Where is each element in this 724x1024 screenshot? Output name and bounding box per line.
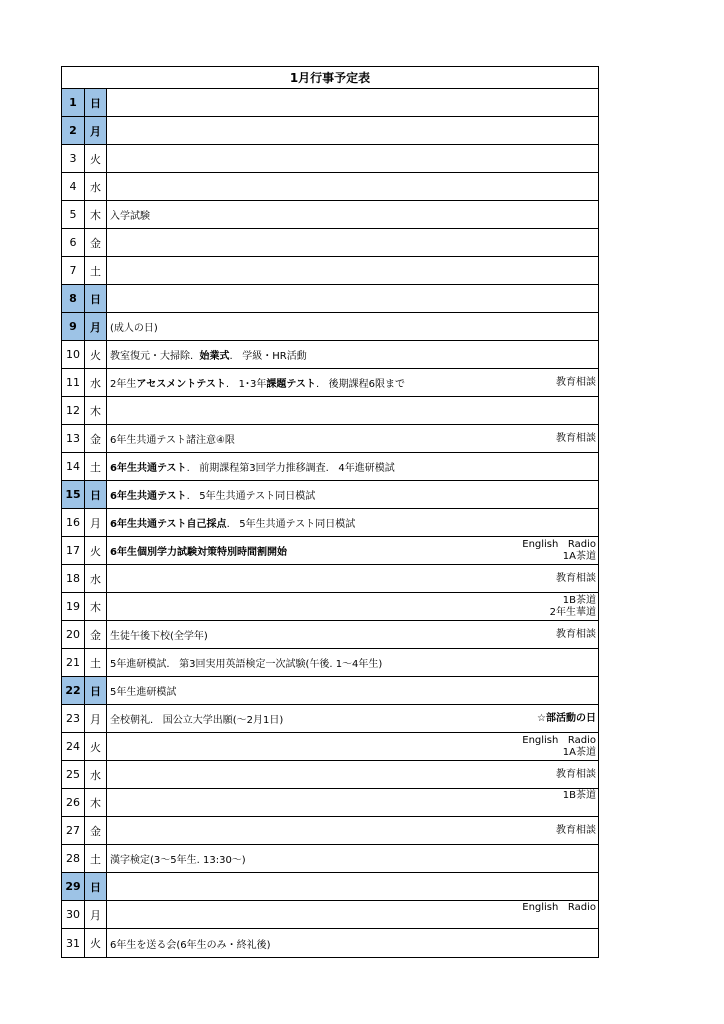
weekday-cell: 木 [85,593,107,620]
event-note-line: 教育相談 [556,432,596,444]
event-cell [107,453,598,480]
table-row [62,705,598,733]
event-cell [107,481,598,508]
weekday-cell: 土 [85,453,107,480]
weekday-cell: 木 [85,201,107,228]
day-number-cell: 4 [62,173,85,200]
event-note-line: 教育相談 [556,376,596,388]
event-cell [107,145,598,172]
event-text [110,621,208,648]
table-row [62,845,598,873]
event-note [550,593,596,620]
table-row [62,341,598,369]
table-row [62,565,598,593]
weekday-cell: 火 [85,537,107,564]
event-note [563,789,596,816]
day-number-cell: 15 [62,481,85,508]
event-text-segment: . 学級・HR活動 [229,351,307,362]
day-number-cell: 10 [62,341,85,368]
table-row [62,873,598,901]
weekday-cell: 土 [85,257,107,284]
table-row [62,257,598,285]
schedule-table [61,66,599,958]
weekday-cell: 日 [85,677,107,704]
day-number-cell: 27 [62,817,85,844]
event-note [556,817,596,844]
weekday-cell: 日 [85,285,107,312]
event-cell [107,509,598,536]
weekday-cell: 月 [85,117,107,144]
event-text-segment: 入学試験 [110,211,150,222]
event-text-segment: 6年生共通テスト諸注意④限 [110,435,235,446]
table-row [62,369,598,397]
weekday-cell: 月 [85,313,107,340]
event-text-segment: 2年生 [110,379,137,390]
event-text-segment: (成人の日) [110,323,158,334]
table-row [62,621,598,649]
event-text-segment: . 後期課程6限まで [315,379,406,390]
event-note-line: 1A茶道 [562,550,596,562]
event-text [110,537,287,564]
day-number-cell: 31 [62,929,85,957]
event-cell [107,397,598,424]
event-cell [107,565,598,592]
event-text-segment: 教室復元・大掃除. [110,351,200,362]
table-row [62,117,598,145]
event-cell [107,285,598,312]
weekday-cell: 木 [85,789,107,816]
event-text-segment: . 前期課程第3回学力推移調査. 4年進研模試 [186,463,395,474]
day-number-cell: 21 [62,649,85,676]
table-row [62,537,598,565]
weekday-cell: 月 [85,705,107,732]
event-text-segment: . 5年生共通テスト同日模試 [186,491,316,502]
event-text [110,369,405,396]
event-note-line: English Radio [522,538,596,550]
table-row [62,145,598,173]
event-text [110,705,283,732]
event-note-line: 教育相談 [556,824,596,836]
table-row [62,397,598,425]
day-number-cell: 1 [62,89,85,116]
day-number-cell: 6 [62,229,85,256]
table-row [62,593,598,621]
day-number-cell: 11 [62,369,85,396]
day-number-cell: 22 [62,677,85,704]
table-row [62,89,598,117]
day-number-cell: 7 [62,257,85,284]
event-cell [107,845,598,872]
event-note-line: 教育相談 [556,768,596,780]
event-note-line: 1B茶道 [562,594,596,606]
event-cell [107,229,598,256]
weekday-cell: 金 [85,229,107,256]
event-text-segment: 生徒午後下校(全学年) [110,631,208,642]
event-cell [107,425,598,452]
table-body [62,89,598,957]
table-row [62,817,598,845]
event-text-segment: 5年進研模試. 第3回実用英語検定一次試験(午後. 1～4年生) [110,659,383,670]
weekday-cell: 火 [85,929,107,957]
event-text-segment: 6年生共通テスト [110,491,187,502]
day-number-cell: 8 [62,285,85,312]
event-text [110,649,382,676]
weekday-cell: 水 [85,369,107,396]
table-title: 1月行事予定表 [62,67,598,89]
event-text [110,453,395,480]
event-text [110,481,315,508]
event-text-segment: アセスメントテスト [136,379,226,390]
event-note-line: English Radio [522,902,596,913]
event-note-line: 2年生華道 [549,606,596,618]
weekday-cell: 金 [85,817,107,844]
table-row [62,789,598,817]
event-note [556,425,596,452]
event-text-segment: 課題テスト [266,379,316,390]
event-text-segment: 6年生共通テスト自己採点 [110,519,227,530]
table-row [62,677,598,705]
event-text [110,313,158,340]
event-text [110,509,355,536]
table-row [62,481,598,509]
event-text [110,425,235,452]
event-note-line: 1A茶道 [562,746,596,758]
weekday-cell: 月 [85,901,107,928]
event-note [556,761,596,788]
table-row [62,313,598,341]
event-text-segment: . 5年生共通テスト同日模試 [226,519,356,530]
event-note [537,705,596,732]
event-cell [107,733,598,760]
event-cell [107,705,598,732]
weekday-cell: 金 [85,621,107,648]
table-row [62,509,598,537]
weekday-cell: 火 [85,341,107,368]
weekday-cell: 土 [85,845,107,872]
event-note [522,733,596,760]
weekday-cell: 水 [85,173,107,200]
event-note-line: English Radio [522,734,596,746]
event-cell [107,257,598,284]
day-number-cell: 13 [62,425,85,452]
event-cell [107,117,598,144]
weekday-cell: 日 [85,873,107,900]
table-row [62,229,598,257]
day-number-cell: 28 [62,845,85,872]
event-cell [107,537,598,564]
event-cell [107,789,598,816]
event-note-line: 教育相談 [556,572,596,584]
event-cell [107,901,598,928]
table-row [62,733,598,761]
table-row [62,761,598,789]
table-row [62,901,598,929]
event-text [110,341,307,368]
day-number-cell: 30 [62,901,85,928]
event-text-segment: 漢字検定(3～5年生. 13:30～) [110,855,246,866]
weekday-cell: 水 [85,565,107,592]
event-text [110,929,271,957]
event-note-line: 教育相談 [556,628,596,640]
table-row [62,173,598,201]
event-note-line: 1B茶道 [562,790,596,801]
weekday-cell: 月 [85,509,107,536]
table-row [62,201,598,229]
event-text-segment: 全校朝礼. 国公立大学出願(～2月1日) [110,715,284,726]
day-number-cell: 2 [62,117,85,144]
event-text-segment: 6年生個別学力試験対策特別時間割開始 [110,547,287,558]
event-cell [107,817,598,844]
day-number-cell: 9 [62,313,85,340]
weekday-cell: 火 [85,145,107,172]
weekday-cell: 日 [85,89,107,116]
day-number-cell: 26 [62,789,85,816]
event-note [522,537,596,564]
event-text [110,677,176,704]
weekday-cell: 水 [85,761,107,788]
event-cell [107,621,598,648]
event-note-line: ☆部活動の日 [537,712,596,724]
day-number-cell: 19 [62,593,85,620]
event-text [110,845,246,872]
event-text [110,201,150,228]
event-cell [107,649,598,676]
table-row [62,285,598,313]
event-cell [107,677,598,704]
weekday-cell: 木 [85,397,107,424]
event-note [556,565,596,592]
weekday-cell: 金 [85,425,107,452]
day-number-cell: 14 [62,453,85,480]
weekday-cell: 日 [85,481,107,508]
event-cell [107,369,598,396]
weekday-cell: 火 [85,733,107,760]
event-cell [107,173,598,200]
weekday-cell: 土 [85,649,107,676]
event-text-segment: 始業式 [199,351,230,362]
event-cell [107,761,598,788]
day-number-cell: 29 [62,873,85,900]
table-row [62,929,598,957]
table-row [62,453,598,481]
event-text-segment: . 1･3年 [225,379,267,390]
day-number-cell: 12 [62,397,85,424]
event-cell [107,89,598,116]
table-row [62,649,598,677]
day-number-cell: 18 [62,565,85,592]
event-text-segment: 5年生進研模試 [110,687,177,698]
event-cell [107,593,598,620]
day-number-cell: 17 [62,537,85,564]
event-cell [107,201,598,228]
event-text-segment: 6年生共通テスト [110,463,187,474]
event-cell [107,341,598,368]
event-note [522,901,596,928]
day-number-cell: 16 [62,509,85,536]
day-number-cell: 24 [62,733,85,760]
day-number-cell: 25 [62,761,85,788]
day-number-cell: 3 [62,145,85,172]
day-number-cell: 5 [62,201,85,228]
event-note [556,621,596,648]
day-number-cell: 20 [62,621,85,648]
day-number-cell: 23 [62,705,85,732]
event-text-segment: 6年生を送る会(6年生のみ・終礼後) [110,939,271,951]
event-cell [107,313,598,340]
event-note [556,369,596,396]
event-cell [107,929,598,957]
table-row [62,425,598,453]
event-cell [107,873,598,900]
